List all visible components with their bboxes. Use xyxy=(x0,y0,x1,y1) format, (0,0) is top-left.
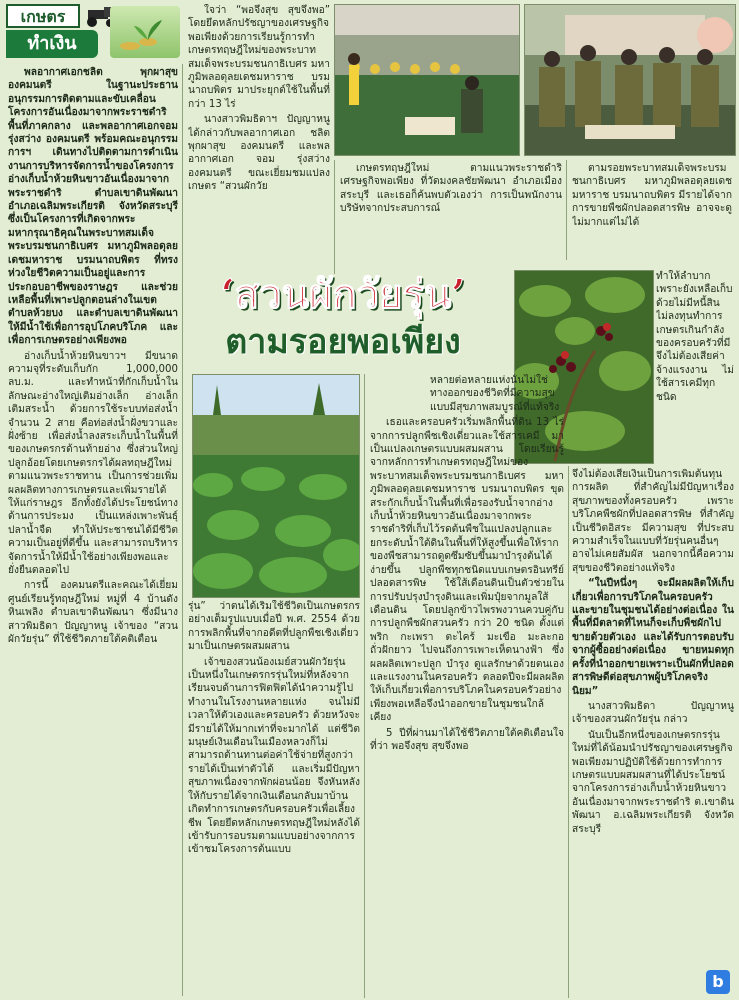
section-badge-top: เกษตร xyxy=(6,4,80,28)
article-column-4-narrow xyxy=(656,270,734,466)
section-badge-bottom: ทำเงิน xyxy=(6,30,98,58)
body-paragraph: ทำให้ลำบาก เพราะยังเหลือเก็บด้วยไม่มีหนี้สิน ไม่ลงทุนทำการเกษตรเกินกำลังของครอบครัวที่มีจึงไม่ต้องเสียค่าจ้างแรงงาน ไม่ใช้สารเคมีทุกชนิด xyxy=(656,271,734,403)
article-column-1 xyxy=(8,66,178,998)
article-column-3-top xyxy=(340,162,562,268)
photo-ceremony-speaker xyxy=(334,4,520,156)
article-column-3-bottom xyxy=(370,374,564,998)
body-paragraph: เธอและครอบครัวเริ่มพลิกพื้นที่ดิน 13 ไร่จากการปลูกพืชเชิงเดี่ยวและใช้สารเคมี มาเป็นแปลงเกษตรแบบผสมผสาน โดยเรียนรู้จากหลักการทำเกษตรทฤษฎีใหม่ของพระบาทสมเด็จพระบรมชนกาธิเบศร มหาภูมิพลอดุลยเดชมหาราช บรมนาถบพิตร ขุดสระกักเก็บน้ำในพื้นที่เพื่อรองรับน้ำจากอ่างเก็บน้ำห้วยหินขาวอันเนื่องมาจากพระราชดำริที่เก็บไว้รดต้นพืชในแปลงปลูกและยกระดับน้ำใต้ดินในพื้นที่ให้สูงขึ้นเพื่อให้รากของพืชสามารถดูดซึมซับขึ้นมาบำรุงต้นได้ง่ายขึ้น ปลูกพืชทุกชนิดแบบเกษตรอินทรีย์ปลอดสารพิษ ใช้ใส้เดือนดินเป็นตัวช่วยในการปรับปรุงบำรุงดินและเพิ่มปุ๋ยจากมูลใส้เดือนดิน โดยปลูกข้าวไพรพงวานควบคู่กับการปลูกพืชผักสวนครัว กว่า 20 ชนิด ตั้งแต่ พริก กะเพรา ตะไคร้ มะเขือ มะละกอ ถั่วฝักยาว ไปจนถึงการเพาะเห็ดนางฟ้า ซึ่งผลผลิตเพาะปลูก บำรุง ดูแลรักษาด้วยตนเองและแรงงานในครอบครัว ตลอดปีจะมีผลผลิตให้เก็บเกี่ยวเพื่อการบริโภคในครอบครัวอย่างเพียงพอเหลือจึงนำออกขายในชุมชนใกล้เคียง xyxy=(370,417,564,724)
lead-paragraph: พลอากาศเอกชลิต พุกผาสุข องคมนตรี ในฐานะประธานอนุกรรมการติดตามและขับเคลื่อนโครงการอันเนื่องมาจากพระราชดำริพื้นที่ภาคกลาง และพลอากาศเอกจอม รุ่งสว่าง องคมนตรี พร้อมคณะอนุกรรมการฯ เดินทางไปติดตามการดำเนินงานการบริหารจัดการน้ำของโครงการอ่างเก็บน้ำห้วยหินขาวอันเนื่องมาจากพระราชดำริ ตำบลเขาดินพัฒนา อำเภอเฉลิมพระเกียรติ จังหวัดสระบุรี ซึ่งเป็นโครงการที่เกิดจากพระมหากรุณาธิคุณในพระบาทสมเด็จพระบรมชนกาธิเบศร มหาภูมิพลอดุลยเดชมหาราช บรมนาถบพิตร ที่ทรงห่วงใยชีวิตความเป็นอยู่และการประกอบอาชีพของราษฎร และช่วยเหลือพื้นที่เพาะปลูกตอนล่างในเขตตำบลห้วยบง และตำบลเขาดินพัฒนา ให้มีน้ำใช้เพื่อการอุปโภคบริโภค และเพื่อการเกษตรอย่างเพียงพอ xyxy=(8,67,178,347)
body-paragraph: 5 ปีที่ผ่านมาได้ใช้ชีวิตภายใต้คติเตือนใจที่ว่า พอจึงสุข สุขจึงพอ xyxy=(370,727,564,752)
body-paragraph: รุ่น” ว่าตนได้เริ่มใช้ชีวิตเป็นเกษตรกรอย่างเต็มรูปแบบเมื่อปี พ.ศ. 2554 ด้วยการพลิกพื้นที่จากอดีตที่ปลูกพืชเชิงเดี่ยวมาเป็นเกษตรผสมผสาน xyxy=(188,601,360,653)
article-column-4-top xyxy=(572,162,732,268)
photo-officials-seated xyxy=(524,4,736,156)
body-paragraph: อ่างเก็บน้ำห้วยหินขาวฯ มีขนาดความจุที่ระดับเก็บกัก 1,000,000 ลบ.ม. และทำหน้าที่กักเก็บน้ำในลักษณะอ่างใหญ่เติมอ่างเล็ก อ่างเล็กเติมสระน้ำ ด้วยการใช้ระบบท่อส่งน้ำจำนวน 2 สาย คือท่อส่งน้ำฝั่งขวาและฝั่งซ้าย เพื่อส่งน้ำลงสระเก็บน้ำในพื้นที่ของเกษตรกรด้านท้ายอ่าง ซึ่งส่วนใหญ่ปลูกอ้อยโดยเกษตรกรได้ผลทฤษฎีใหม่ตามแนวพระราชทาน เป็นการช่วยเพิ่มผลผลิตทางการเกษตรและเพิ่มรายได้ให้แก่ราษฎร อีกทั้งยังได้ประโยชน์ทางด้านการประมง เป็นแหล่งเพาะพันธุ์ปลาน้ำจืด ทำให้ประชาชนได้มีชีวิตความเป็นอยู่ที่ดีขึ้น และสามารถบริหารจัดการน้ำให้มีน้ำใช้อย่างเพียงพอและยั่งยืนตลอดไป xyxy=(8,350,178,577)
money-plant-image xyxy=(110,6,180,58)
body-paragraph: นับเป็นอีกหนึ่งของเกษตรกรรุ่นใหม่ที่ได้น้อมนำปรัชญาของเศรษฐกิจพอเพียงมาปฏิบัติใช้ด้วยการทำการเกษตรแบบผสมผสานที่ได้ประโยชน์จากโครงการอ่างเก็บน้ำห้วยหินขาวอันเนื่องมาจากพระราชดำริ ต.เขาดินพัฒนา อ.เฉลิมพระเกียรติ จังหวัดสระบุรี xyxy=(572,729,734,835)
body-paragraph: ใจว่า “พอจึงสุข สุขจึงพอ” โดยยึดหลักปรัชญาของเศรษฐกิจพอเพียงด้วยการเรียนรู้การทำเกษตรทฤษฎีใหม่ของพระบาทสมเด็จพระบรมชนกาธิเบศร มหาภูมิพลอดุลยเดชมหาราช บรมนาถบพิตร มาประยุกต์ใช้ในพื้นที่กว่า 13 ไร่ xyxy=(188,5,330,110)
article-column-2-top xyxy=(188,4,330,260)
quote-paragraph: “ในปีหนึ่งๆ จะมีผลผลิตให้เก็บเกี่ยวเพื่อการบริโภคในครอบครัว และขายในชุมชนได้อย่างต่อเนื่อง ในพื้นที่มีตลาดที่ไหนก็จะเก็บพืชผักไปขายด้วยตัวเอง และได้รับการตอบรับจากผู้ซื้ออย่างต่อเนื่อง ขายหมดทุกครั้งที่นำออกขายเพราะเป็นผักที่ปลอดสารพิษดีต่อสุขภาพผู้บริโภคจริงนิยม” xyxy=(572,578,734,697)
article-column-4-bottom xyxy=(572,468,734,968)
body-paragraph: จึงไม่ต้องเสียเงินเป็นการเพิ่มต้นทุนการผลิต ที่สำคัญไม่มีปัญหาเรื่องสุขภาพของทั้งครอบครัว เพราะบริโภคพืชผักที่ปลอดสารพิษ ที่สำคัญเป็นชีวิตอิสระ มีความสุข ที่ประสบความสำเร็จในแบบที่วัยรุ่นคนอื่นๆ อาจไม่เคยสัมผัส นอกจากนี้คือความสุขของชีวิตอย่างแท้จริง xyxy=(572,469,734,574)
headline-line-2: ตามรอยพอเพียง xyxy=(225,322,461,362)
publisher-logo: b xyxy=(706,970,730,994)
body-paragraph: นางสาวพิมธิดาฯ ปัญญาหนู ได้กล่าวกับพลอากาศเอก ชลิต พุกผาสุข องคมนตรี และพลอากาศเอก จอม รุ่งสว่าง องคมนตรี ขณะเยี่ยมชมแปลงเกษตร “สวนผักวัย xyxy=(188,114,330,193)
body-paragraph: เกษตรทฤษฎีใหม่ ตามแนวพระราชดำริ เศรษฐกิจพอเพียง ที่วัดมงคลชัยพัฒนา อำเภอเมืองสระบุรี และเธอก็ค้นพบตัวเองว่า การเป็นพนักงานบริษัทจากประสบการณ์ xyxy=(340,163,562,215)
headline-line-1: ‘สวนผักวัยรุ่น’ xyxy=(220,271,466,318)
headline xyxy=(178,270,508,370)
body-paragraph: นางสาวพิมธิดา ปัญญาหนู เจ้าของสวนผักวัยรุ่น กล่าว xyxy=(572,700,734,726)
article-column-2-bottom xyxy=(188,600,360,998)
section-badge xyxy=(6,4,178,60)
body-paragraph: หลายต่อหลายแห่งนั้นไม่ใช่ทางออกของชีวิตที่มีความสุขแบบมีสุขภาพสมบูรณ์ที่แท้จริง xyxy=(430,375,560,413)
photo-vegetable-field xyxy=(192,374,360,598)
body-paragraph: เจ้าของสวนน้องเมย์สวนผักวัยรุ่นเป็นหนึ่งในเกษตรกรรุ่นใหม่ที่หลังจากเรียนจบด้านการฟิตฟิตได้นำความรู้ไปทำงานในโรงงานหลายแห่ง จนไม่มีเวลาให้ตัวเองและครอบครัว ด้วยหวังจะมีรายได้ให้มากเท่าที่จะมากได้ แต่ชีวิตมนุษย์เงินเดือนในเมืองหลวงก็ไม่สามารถต้านทานต่อค่าใช้จ่ายที่สูงกว่ารายได้เป็นเท่าตัวได้ และเริ่มมีปัญหาสุขภาพเนื่องจากพักผ่อนน้อย จึงหันหลังให้กับรายได้จากเงินเดือนกลับมาบ้านเกิดทำการเกษตรกับครอบครัวเพื่อเลี้ยงชีพ โดยยึดหลักเกษตรทฤษฎีใหม่หลังได้เข้ารับการอบรมตามแบบอย่างจากการเข้าชมโครงการต้นแบบ xyxy=(188,656,360,856)
body-paragraph: ตามรอยพระบาทสมเด็จพระบรมชนกาธิเบศร มหาภูมิพลอดุลยเดชมหาราช บรมนาถบพิตร มีรายได้จากการขายพืชผักปลอดสารพิษ อาจจะดูไม่มากแต่ไม่ได้ xyxy=(572,163,732,228)
body-paragraph: การนี้ องคมนตรีและคณะได้เยี่ยมศูนย์เรียนรู้ทฤษฎีใหม่ หมู่ที่ 4 บ้านดังหินเพลิง ตำบลเขาดินพัฒนา ซึ่งมีนางสาวพิมธิดา ปัญญาหนู เจ้าของ “สวนผักวัยรุ่น” ที่ใช้ชีวิตภายใต้คติเตือน xyxy=(8,580,178,646)
